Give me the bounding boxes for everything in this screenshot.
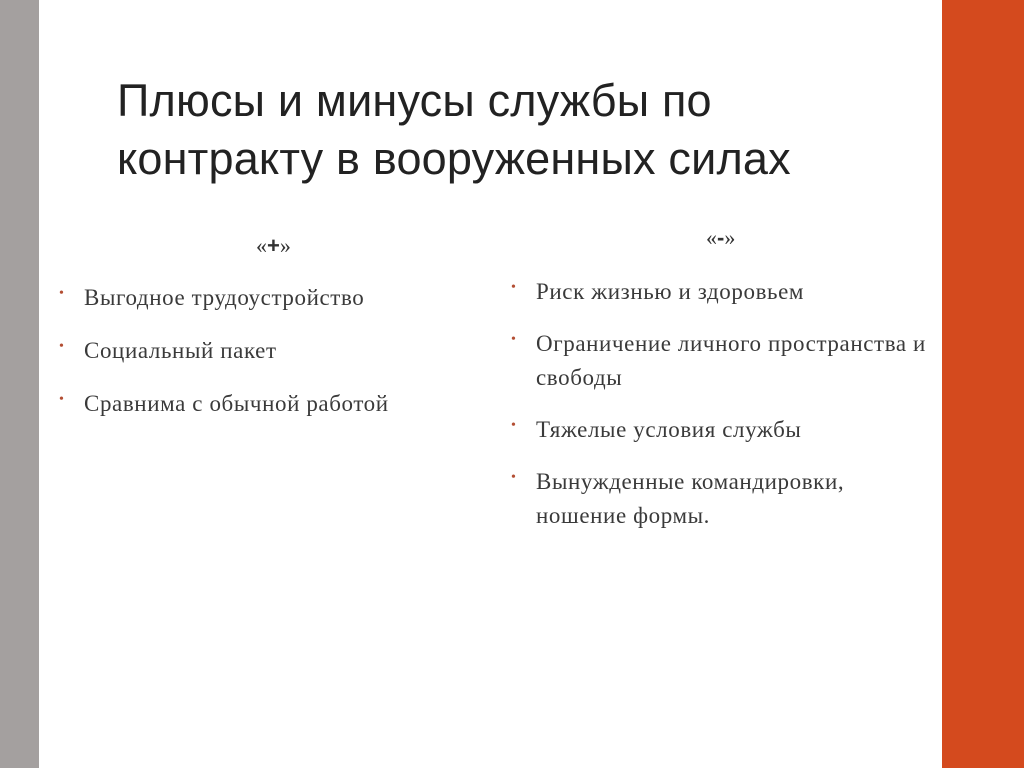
bullet-icon: •: [59, 339, 65, 354]
bullet-icon: •: [511, 470, 517, 485]
minus-list: [510, 275, 930, 551]
plus-heading-close-quote: »: [279, 233, 291, 258]
plus-list-item: [58, 334, 508, 368]
title-line-1: Плюсы и минусы службы по: [117, 75, 712, 126]
plus-list-item: [58, 387, 508, 421]
minus-list-item: [510, 465, 930, 533]
plus-item-text: Социальный пакет: [84, 338, 277, 363]
minus-heading-close-quote: »: [724, 225, 736, 250]
minus-list-item: [510, 327, 930, 395]
title-line-2: контракту в вооруженных силах: [117, 133, 791, 184]
plus-item-text: Сравнима с обычной работой: [84, 391, 389, 416]
minus-list-item: [510, 413, 930, 447]
plus-item-text: Выгодное трудоустройство: [84, 285, 365, 310]
bullet-icon: •: [59, 392, 65, 407]
plus-column-heading: [256, 233, 291, 259]
bullet-icon: •: [511, 332, 517, 347]
slide-title: [117, 72, 917, 188]
right-accent-bar: [942, 0, 1024, 768]
minus-heading-open-quote: «: [706, 225, 717, 250]
minus-list-item: [510, 275, 930, 309]
plus-heading-symbol: +: [267, 233, 280, 258]
minus-item-text: Риск жизнью и здоровьем: [536, 279, 805, 304]
left-decorative-bar: [0, 0, 39, 768]
minus-item-text: Тяжелые условия службы: [536, 417, 802, 442]
bullet-icon: •: [511, 280, 517, 295]
plus-list-item: [58, 281, 508, 315]
bullet-icon: •: [59, 286, 65, 301]
plus-list: [58, 281, 508, 440]
minus-item-text: Ограничение личного пространства и свободы: [536, 331, 926, 390]
plus-heading-open-quote: «: [256, 233, 267, 258]
bullet-icon: •: [511, 418, 517, 433]
minus-column-heading: [706, 225, 735, 251]
minus-heading-symbol: -: [717, 225, 725, 250]
minus-item-text: Вынужденные командировки, ношение формы.: [536, 469, 845, 528]
